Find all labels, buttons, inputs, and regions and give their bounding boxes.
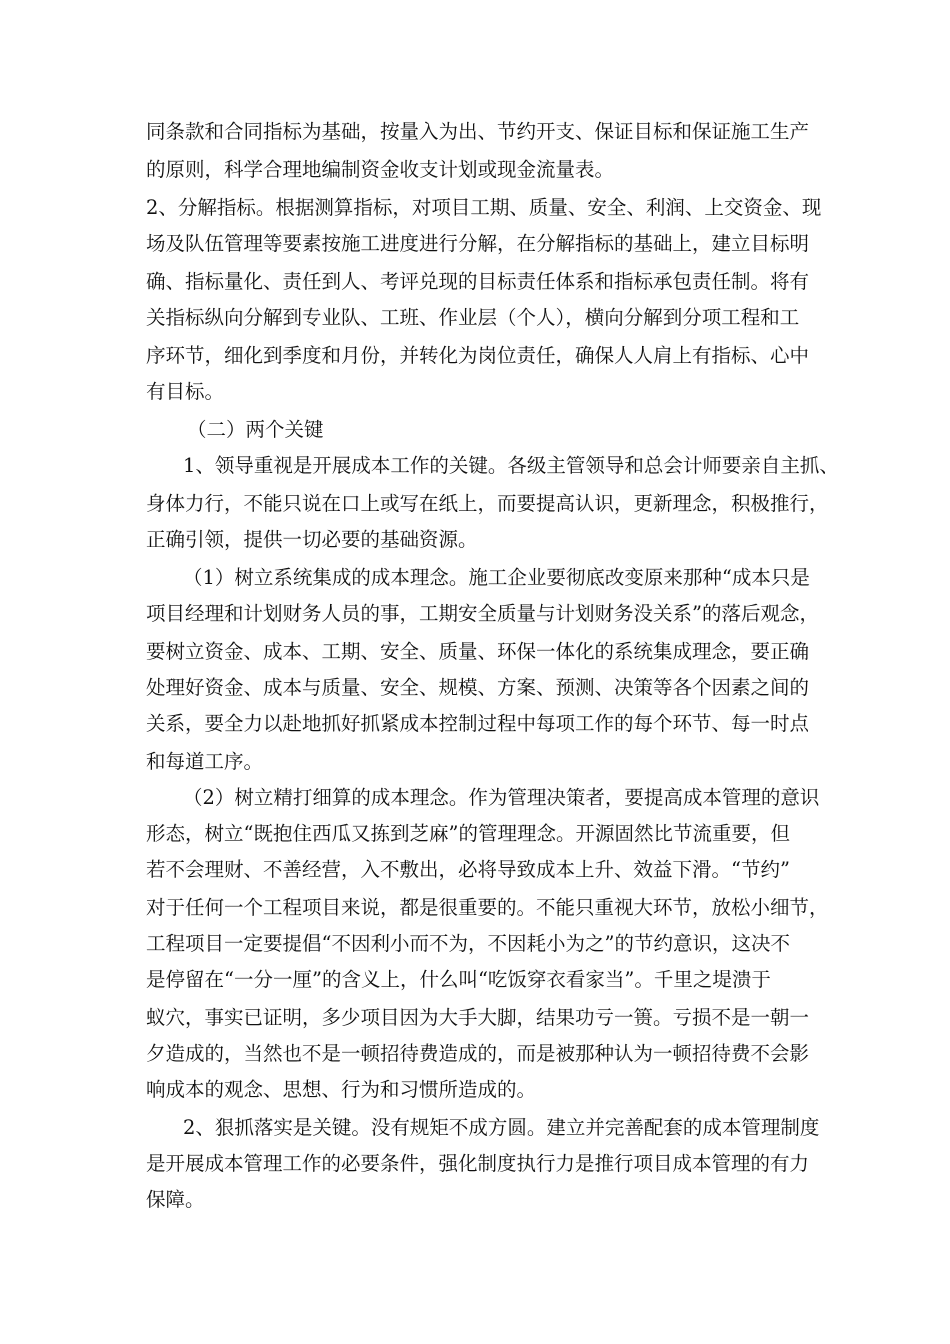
section-heading: （二）两个关键	[187, 418, 324, 441]
text-line: 身体力行，不能只说在口上或写在纸上，而要提高认识，更新理念，积极推行，	[146, 492, 829, 515]
text-line: 若不会理财、不善经营，入不敷出，必将导致成本上升、效益下滑。“节约”	[146, 858, 790, 881]
text-line: 夕造成的，当然也不是一顿招待费造成的，而是被那种认为一顿招待费不会影	[146, 1042, 810, 1065]
text-line: 正确引领，提供一切必要的基础资源。	[146, 528, 478, 551]
text-line: 是停留在“一分一厘”的含义上，什么叫“吃饭穿衣看家当”。千里之堤溃于	[146, 968, 771, 991]
text-line: 关系，要全力以赴地抓好抓紧成本控制过程中每项工作的每个环节、每一时点	[146, 712, 810, 735]
text-line: （1）树立系统集成的成本理念。施工企业要彻底改变原来那种“成本只是	[183, 566, 810, 589]
text-line: 和每道工序。	[146, 750, 264, 773]
text-line: 响成本的观念、思想、行为和习惯所造成的。	[146, 1078, 537, 1101]
text-line: 的原则，科学合理地编制资金收支计划或现金流量表。	[146, 158, 615, 181]
text-line: 对于任何一个工程项目来说，都是很重要的。不能只重视大环节，放松小细节，	[146, 896, 829, 919]
text-line: 要树立资金、成本、工期、安全、质量、环保一体化的系统集成理念，要正确	[146, 640, 810, 663]
text-line: 确、指标量化、责任到人、考评兑现的目标责任体系和指标承包责任制。将有	[146, 270, 810, 293]
text-line: 是开展成本管理工作的必要条件，强化制度执行力是推行项目成本管理的有力	[146, 1152, 810, 1175]
text-line: 关指标纵向分解到专业队、工班、作业层（个人），横向分解到分项工程和工	[146, 306, 800, 329]
text-line: 序环节，细化到季度和月份，并转化为岗位责任，确保人人肩上有指标、心中	[146, 344, 810, 367]
text-line: 2、分解指标。根据测算指标，对项目工期、质量、安全、利润、上交资金、现	[146, 196, 822, 219]
text-line: 保障。	[146, 1188, 205, 1211]
text-line: 场及队伍管理等要素按施工进度进行分解，在分解指标的基础上，建立目标明	[146, 232, 810, 255]
text-line: 蚁穴，事实已证明，多少项目因为大手大脚，结果功亏一篑。亏损不是一朝一	[146, 1006, 810, 1029]
text-line: 1、领导重视是开展成本工作的关键。各级主管领导和总会计师要亲自主抓、	[183, 454, 839, 477]
text-line: 有目标。	[146, 380, 225, 403]
text-line: 形态，树立“既抱住西瓜又拣到芝麻”的管理理念。开源固然比节流重要，但	[146, 822, 790, 845]
text-line: 同条款和合同指标为基础，按量入为出、节约开支、保证目标和保证施工生产	[146, 120, 810, 143]
text-line: 处理好资金、成本与质量、安全、规模、方案、预测、决策等各个因素之间的	[146, 676, 810, 699]
text-line: 2、狠抓落实是关键。没有规矩不成方圆。建立并完善配套的成本管理制度	[183, 1116, 820, 1139]
text-line: （2）树立精打细算的成本理念。作为管理决策者，要提高成本管理的意识	[183, 786, 820, 809]
text-line: 工程项目一定要提倡“不因利小而不为，不因耗小为之”的节约意识，这决不	[146, 932, 790, 955]
text-line: 项目经理和计划财务人员的事，工期安全质量与计划财务没关系”的落后观念，	[146, 602, 819, 625]
